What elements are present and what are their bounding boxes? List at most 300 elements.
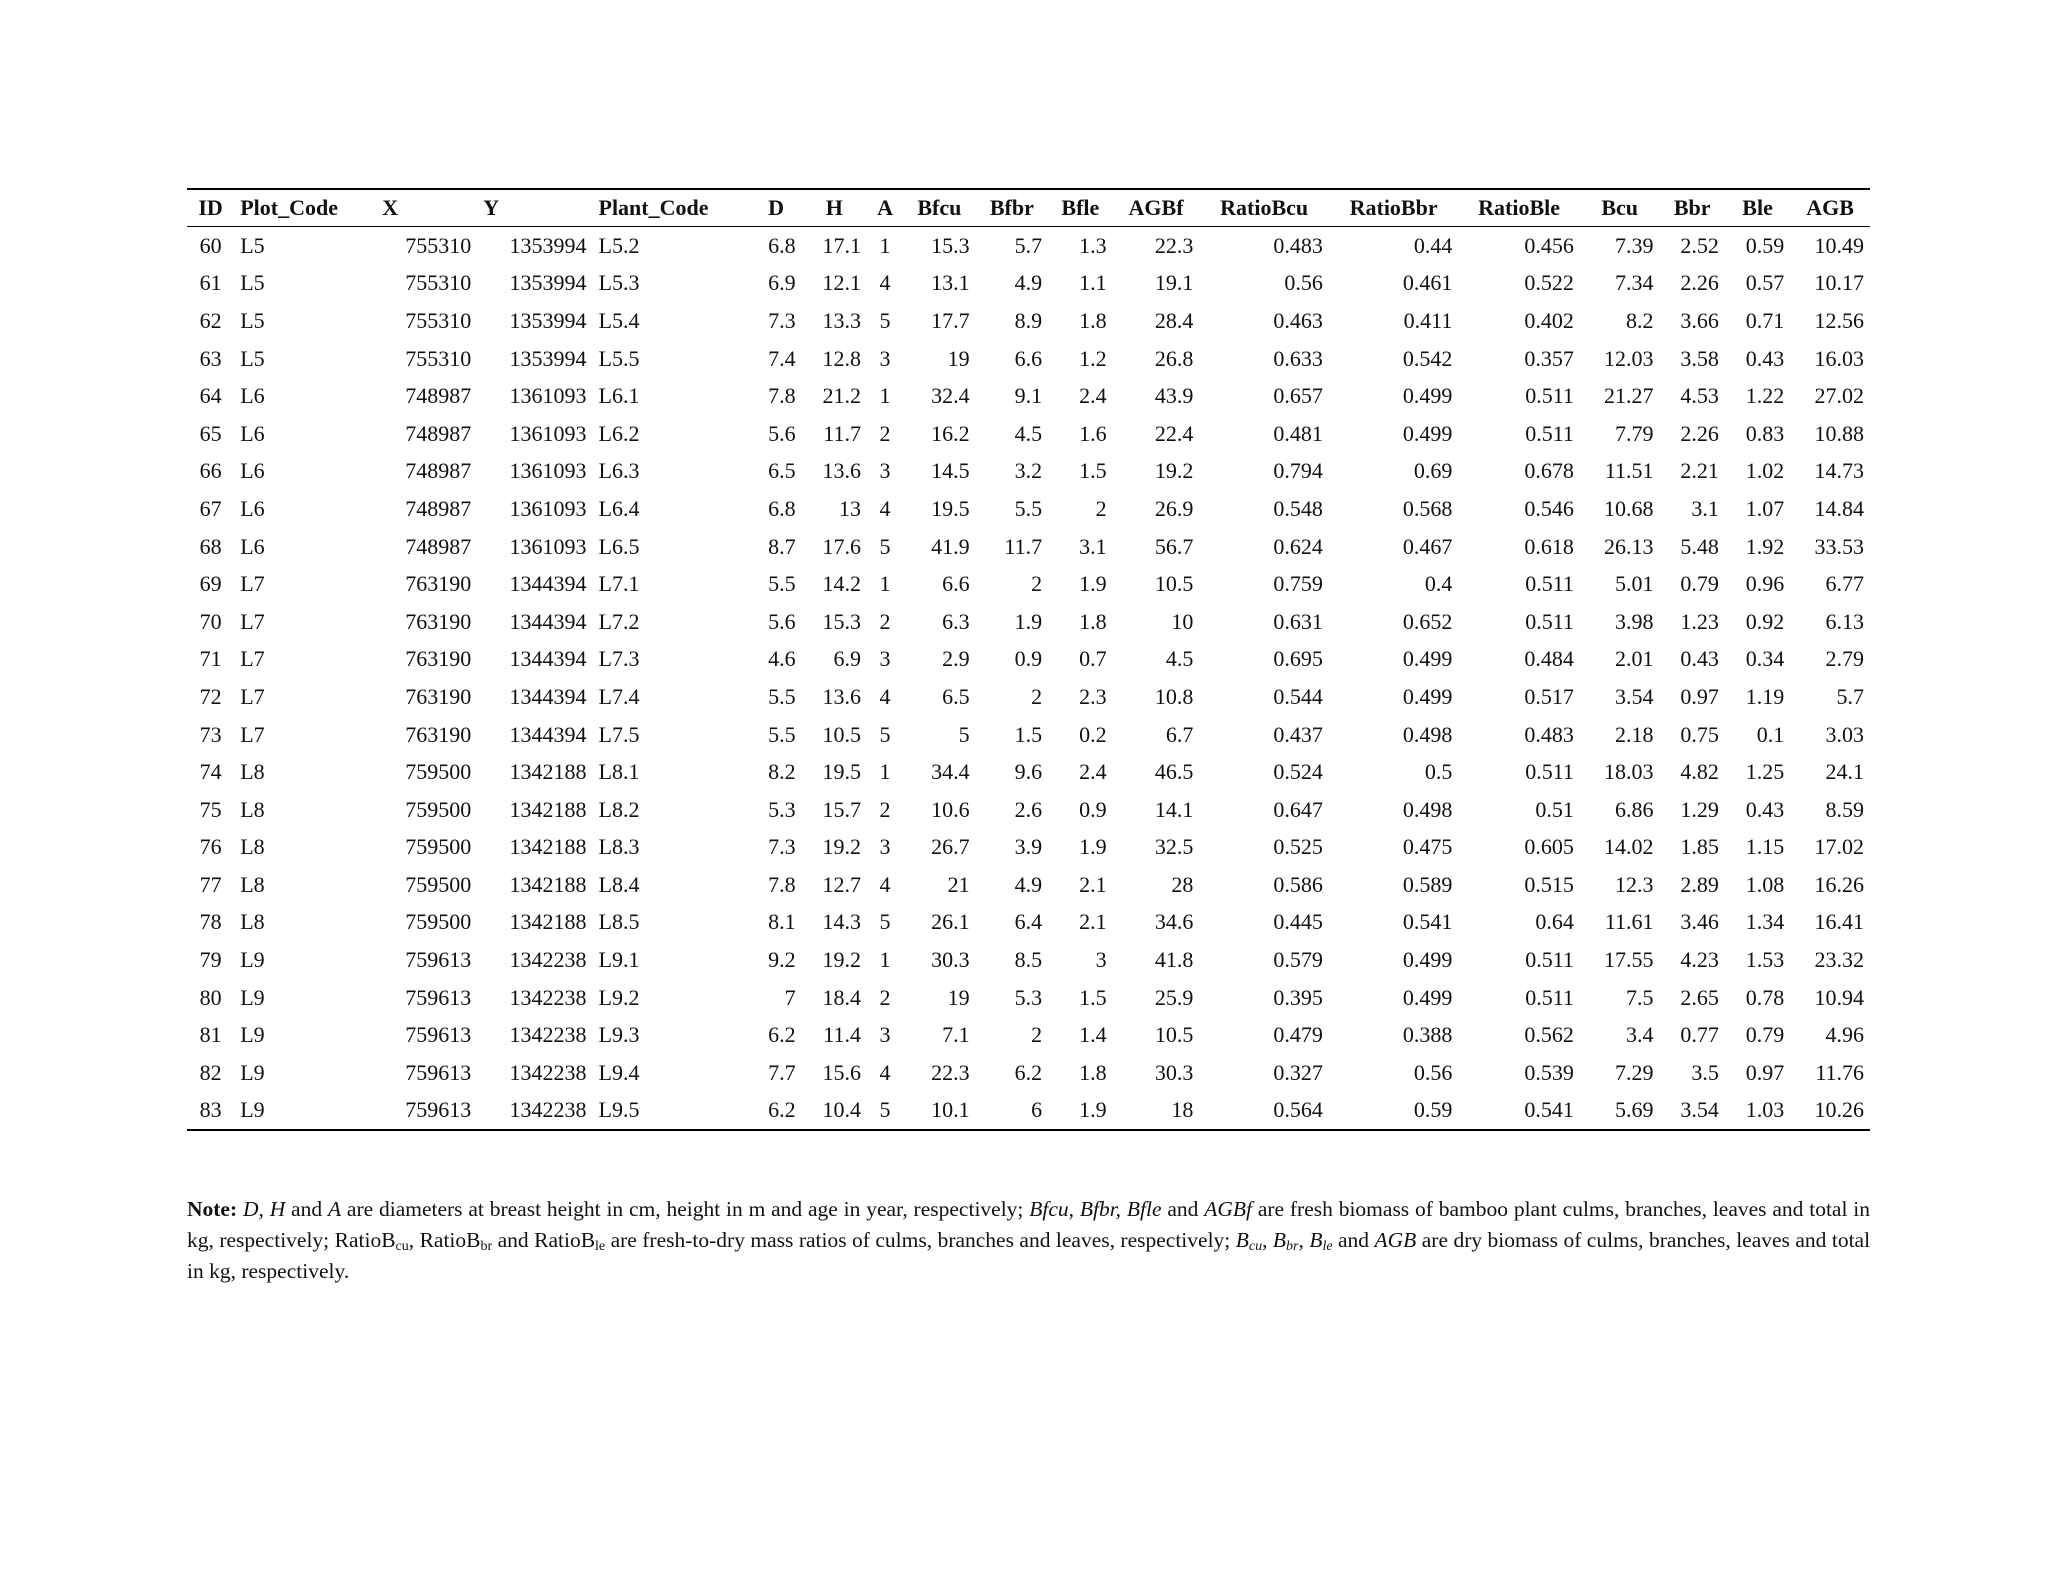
table-row — [187, 791, 1870, 829]
table-cell: 0.402 — [1524, 307, 1574, 333]
column-header: A — [877, 195, 893, 220]
column-header: Bcu — [1601, 195, 1639, 220]
table-cell: 4 — [879, 270, 891, 296]
table-cell: 5 — [958, 721, 970, 747]
table-cell: 2.21 — [1680, 458, 1719, 484]
note-var-b: B — [1309, 1227, 1323, 1252]
table-row — [187, 678, 1870, 716]
table-cell: 5.5 — [768, 571, 796, 597]
table-cell: 82 — [199, 1059, 222, 1085]
table-cell: 8.59 — [1825, 796, 1864, 822]
table-cell: 3.5 — [1691, 1059, 1719, 1085]
table-cell: 1.29 — [1680, 796, 1719, 822]
table-cell: 10.68 — [1604, 495, 1654, 521]
table-cell: 83 — [199, 1097, 222, 1123]
note-var-b: B — [1272, 1227, 1287, 1252]
table-cell: 0.75 — [1680, 721, 1719, 747]
table-cell: 10.26 — [1814, 1097, 1864, 1123]
table-cell: 759500 — [405, 834, 472, 860]
table-cell: 9.6 — [1014, 759, 1043, 785]
table-cell: 4.53 — [1680, 383, 1719, 409]
table-cell: 1.19 — [1745, 683, 1785, 709]
table-cell: L7 — [240, 571, 265, 597]
table-cell: 28.4 — [1154, 307, 1194, 333]
table-cell: 17.02 — [1814, 834, 1864, 860]
table-cell: 1.9 — [1079, 834, 1107, 860]
note-sub: br — [1286, 1238, 1299, 1254]
table-cell: 0.633 — [1273, 345, 1323, 371]
table-cell: 0.5 — [1424, 759, 1453, 785]
table-cell: L9.4 — [598, 1059, 640, 1085]
table-cell: 71 — [199, 646, 222, 672]
table-cell: 5.6 — [768, 420, 796, 446]
table-cell: 21 — [947, 871, 970, 897]
table-cell: 62 — [199, 307, 222, 333]
table-cell: 14.5 — [931, 458, 970, 484]
table-cell: 4 — [879, 683, 891, 709]
table-cell: L7.4 — [598, 683, 640, 709]
table-cell: 5 — [879, 909, 891, 935]
table-cell: 1361093 — [509, 383, 587, 409]
table-cell: 4.23 — [1680, 947, 1719, 973]
table-cell: L6 — [240, 420, 265, 446]
table-row — [187, 490, 1870, 528]
table-cell: 0.479 — [1273, 1022, 1323, 1048]
table-cell: 0.9 — [1014, 646, 1043, 672]
table-cell: 1 — [879, 571, 891, 597]
table-cell: 10.94 — [1814, 984, 1864, 1010]
table-row — [187, 227, 1870, 265]
table-cell: 0.1 — [1756, 721, 1785, 747]
table-cell: 1.9 — [1079, 571, 1107, 597]
table-cell: 65 — [199, 420, 222, 446]
table-cell: 0.511 — [1525, 420, 1574, 446]
table-cell: L6.3 — [598, 458, 640, 484]
table-note — [187, 1194, 1870, 1287]
table-cell: L9 — [240, 1022, 265, 1048]
note-ratio: RatioB — [534, 1227, 596, 1252]
table-cell: L7.5 — [598, 721, 640, 747]
table-cell: 3.03 — [1825, 721, 1864, 747]
table-cell: 0.484 — [1524, 646, 1574, 672]
table-cell: L8.4 — [598, 871, 640, 897]
table-cell: 0.71 — [1745, 307, 1785, 333]
column-header: D — [768, 195, 784, 220]
table-cell: 3.1 — [1691, 495, 1719, 521]
table-cell: 22.4 — [1154, 420, 1194, 446]
table-cell: 0.437 — [1273, 721, 1323, 747]
table-cell: 16.03 — [1814, 345, 1864, 371]
table-cell: 6 — [1031, 1097, 1043, 1123]
table-cell: 6.2 — [768, 1022, 796, 1048]
note-sub: le — [1322, 1238, 1333, 1254]
table-cell: 1344394 — [509, 571, 587, 597]
table-cell: L9 — [240, 947, 265, 973]
table-cell: L5.3 — [598, 270, 640, 296]
table-cell: 6.6 — [942, 571, 970, 597]
table-cell: 2 — [879, 608, 891, 634]
table-cell: 1353994 — [509, 270, 587, 296]
table-cell: 12.1 — [822, 270, 861, 296]
table-cell: L9.5 — [598, 1097, 640, 1123]
table-cell: 0.51 — [1535, 796, 1574, 822]
table-cell: 0.78 — [1745, 984, 1785, 1010]
table-cell: 2 — [1031, 683, 1043, 709]
table-cell: 7 — [784, 984, 796, 1010]
table-cell: 19 — [947, 984, 970, 1010]
table-cell: 1.15 — [1745, 834, 1785, 860]
table-cell: 1342188 — [509, 759, 587, 785]
table-cell: 3 — [1095, 947, 1107, 973]
table-cell: 5.3 — [1014, 984, 1043, 1010]
table-cell: 0.34 — [1745, 646, 1785, 672]
table-cell: 0.56 — [1413, 1059, 1453, 1085]
table-cell: 5.5 — [768, 683, 796, 709]
table-row — [187, 641, 1870, 679]
note-sub: br — [480, 1238, 493, 1254]
note-text: and — [492, 1227, 535, 1252]
table-cell: 5 — [879, 533, 891, 559]
note-var-agbf: AGBf — [1204, 1196, 1252, 1221]
table-row — [187, 377, 1870, 415]
column-header: AGB — [1806, 195, 1854, 220]
table-cell: 17.1 — [822, 232, 861, 258]
table-cell: 22.3 — [931, 1059, 970, 1085]
table-cell: L8.2 — [598, 796, 640, 822]
note-var-agb: AGB — [1374, 1227, 1417, 1252]
table-cell: 0.463 — [1273, 307, 1323, 333]
table-cell: 0.564 — [1273, 1097, 1323, 1123]
table-cell: 43.9 — [1154, 383, 1194, 409]
table-row — [187, 866, 1870, 904]
table-cell: 1.08 — [1745, 871, 1785, 897]
table-cell: 6.8 — [768, 495, 796, 521]
table-cell: 0.539 — [1524, 1059, 1574, 1085]
table-cell: 0.511 — [1525, 984, 1574, 1010]
table-cell: 1342188 — [509, 871, 587, 897]
column-header: RatioBcu — [1220, 195, 1309, 220]
table-cell: 0.44 — [1413, 232, 1453, 258]
table-cell: 0.511 — [1525, 608, 1574, 634]
table-cell: 25.9 — [1154, 984, 1194, 1010]
table-cell: 2 — [1031, 571, 1043, 597]
table-cell: 7.79 — [1615, 420, 1654, 446]
table-cell: L5.2 — [598, 232, 640, 258]
table-cell: 10.5 — [1154, 571, 1194, 597]
table-cell: 14.3 — [822, 909, 861, 935]
column-header: AGBf — [1128, 195, 1184, 220]
table-cell: 26.7 — [931, 834, 970, 860]
table-cell: L6.1 — [598, 383, 640, 409]
table-cell: 0.57 — [1745, 270, 1785, 296]
table-cell: 1353994 — [509, 345, 587, 371]
table-cell: L8 — [240, 871, 265, 897]
column-header: H — [825, 195, 843, 220]
table-cell: 17.55 — [1604, 947, 1654, 973]
table-cell: 759500 — [405, 909, 472, 935]
table-cell: 2.3 — [1079, 683, 1107, 709]
table-cell: 56.7 — [1154, 533, 1194, 559]
table-cell: 26.9 — [1154, 495, 1194, 521]
table-cell: 19 — [947, 345, 970, 371]
table-cell: 1.22 — [1745, 383, 1785, 409]
table-cell: 0.695 — [1273, 646, 1323, 672]
table-row — [187, 565, 1870, 603]
table-cell: 6.7 — [1165, 721, 1194, 747]
table-cell: 6.86 — [1615, 796, 1654, 822]
table-cell: 1.1 — [1079, 270, 1107, 296]
table-cell: L5 — [240, 307, 265, 333]
table-cell: 16.26 — [1814, 871, 1864, 897]
column-header: Bfcu — [917, 195, 962, 220]
table-cell: 0.327 — [1273, 1059, 1323, 1085]
table-cell: 755310 — [405, 270, 472, 296]
table-row — [187, 1016, 1870, 1054]
table-cell: 3.66 — [1680, 307, 1719, 333]
note-text: , — [408, 1227, 420, 1252]
table-cell: 1.92 — [1745, 533, 1785, 559]
table-cell: 10.5 — [1154, 1022, 1194, 1048]
table-cell: 0.499 — [1402, 383, 1453, 409]
table-cell: 1.5 — [1014, 721, 1043, 747]
table-cell: 759500 — [405, 796, 472, 822]
table-cell: 7.4 — [768, 345, 796, 371]
table-cell: 5.5 — [768, 721, 796, 747]
table-cell: 8.2 — [1626, 307, 1654, 333]
table-cell: 2 — [1031, 1022, 1043, 1048]
table-cell: L8.5 — [598, 909, 640, 935]
table-cell: 5.6 — [768, 608, 796, 634]
table-cell: 0.546 — [1524, 495, 1574, 521]
table-cell: 1.5 — [1079, 984, 1107, 1010]
table-cell: 1.34 — [1745, 909, 1785, 935]
table-cell: 1342238 — [509, 1022, 587, 1048]
table-cell: 5.7 — [1836, 683, 1864, 709]
table-cell: 2.65 — [1680, 984, 1719, 1010]
table-cell: 5 — [879, 307, 891, 333]
table-cell: 13.1 — [931, 270, 970, 296]
note-sub: le — [595, 1238, 606, 1254]
table-cell: 32.4 — [931, 383, 970, 409]
table-cell: 12.56 — [1814, 307, 1864, 333]
table-cell: 0.83 — [1745, 420, 1785, 446]
table-cell: 14.2 — [822, 571, 861, 597]
table-cell: 5.01 — [1615, 571, 1654, 597]
table-cell: 759613 — [405, 947, 472, 973]
table-cell: 0.9 — [1079, 796, 1107, 822]
note-ratio: RatioB — [334, 1227, 396, 1252]
table-cell: 0.678 — [1524, 458, 1574, 484]
table-cell: 7.3 — [768, 307, 796, 333]
table-cell: 0.624 — [1273, 533, 1323, 559]
table-cell: L5 — [240, 270, 265, 296]
table-cell: 0.456 — [1524, 232, 1574, 258]
table-cell: 26.8 — [1154, 345, 1194, 371]
table-cell: 10.5 — [822, 721, 861, 747]
note-text: are fresh biomass of bamboo plant culms, branches, leaves and total in kg, respectively; — [187, 1196, 1870, 1252]
table-cell: 67 — [199, 495, 222, 521]
table-cell: 0.92 — [1745, 608, 1785, 634]
column-header: Bbr — [1673, 195, 1711, 220]
column-header: RatioBle — [1478, 195, 1561, 220]
table-cell: 63 — [199, 345, 222, 371]
table-cell: 19.2 — [822, 834, 861, 860]
table-cell: L6 — [240, 458, 265, 484]
table-cell: L8.1 — [598, 759, 640, 785]
table-cell: 1.8 — [1079, 1059, 1107, 1085]
table-cell: 7.5 — [1626, 984, 1654, 1010]
table-header-row — [187, 189, 1870, 227]
note-ratio: RatioB — [419, 1227, 481, 1252]
table-cell: 1361093 — [509, 420, 587, 446]
table-cell: L7 — [240, 721, 265, 747]
note-var-dh: D, H — [242, 1196, 286, 1221]
table-row — [187, 904, 1870, 942]
table-cell: 748987 — [405, 383, 472, 409]
table-cell: 0.589 — [1402, 871, 1453, 897]
table-cell: 0.357 — [1524, 345, 1574, 371]
table-cell: 14.84 — [1814, 495, 1864, 521]
table-cell: 1.8 — [1079, 608, 1107, 634]
note-text: , — [1298, 1227, 1310, 1252]
table-cell: 2 — [879, 420, 891, 446]
table-cell: 19.2 — [1154, 458, 1194, 484]
table-cell: 1344394 — [509, 646, 587, 672]
table-row — [187, 340, 1870, 378]
table-cell: 763190 — [405, 608, 472, 634]
table-row — [187, 528, 1870, 566]
table-cell: 0.517 — [1524, 683, 1574, 709]
table-cell: 1342188 — [509, 834, 587, 860]
table-cell: 1.6 — [1079, 420, 1107, 446]
table-cell: 14.02 — [1604, 834, 1654, 860]
table-cell: L9.3 — [598, 1022, 640, 1048]
table-cell: 11.4 — [823, 1022, 861, 1048]
table-cell: 0.499 — [1402, 420, 1453, 446]
table-cell: 0.79 — [1680, 571, 1719, 597]
table-cell: 0.511 — [1525, 947, 1574, 973]
table-cell: 755310 — [405, 345, 472, 371]
table-cell: 3 — [879, 646, 891, 672]
table-cell: 7.39 — [1615, 232, 1654, 258]
table-cell: 18 — [1171, 1097, 1194, 1123]
table-cell: 1344394 — [509, 608, 587, 634]
table-cell: 759500 — [405, 759, 472, 785]
table-cell: 0.631 — [1273, 608, 1323, 634]
table-cell: 0.7 — [1079, 646, 1107, 672]
table-cell: 1.03 — [1745, 1097, 1785, 1123]
table-header — [187, 189, 1870, 227]
biomass-data-table — [187, 188, 1870, 1131]
table-cell: 9.1 — [1014, 383, 1043, 409]
table-cell: 13.6 — [822, 458, 861, 484]
table-cell: 1342238 — [509, 1059, 587, 1085]
table-cell: 6.6 — [1014, 345, 1043, 371]
table-cell: L6.2 — [598, 420, 640, 446]
note-text: and — [1332, 1227, 1375, 1252]
table-cell: 10.4 — [822, 1097, 861, 1123]
table-cell: L9 — [240, 984, 265, 1010]
note-text: , — [1262, 1227, 1273, 1252]
table-cell: 1342238 — [509, 984, 587, 1010]
table-cell: 7.1 — [942, 1022, 970, 1048]
table-cell: 0.542 — [1402, 345, 1453, 371]
table-cell: 12.8 — [822, 345, 861, 371]
table-cell: 1 — [879, 383, 891, 409]
table-cell: 1.02 — [1745, 458, 1785, 484]
table-cell: L8 — [240, 909, 265, 935]
table-cell: 2 — [879, 796, 891, 822]
table-cell: 73 — [199, 721, 222, 747]
table-cell: 80 — [199, 984, 222, 1010]
table-cell: 763190 — [405, 646, 472, 672]
table-cell: 61 — [199, 270, 222, 296]
table-cell: 28 — [1171, 871, 1194, 897]
note-var-b: B — [1235, 1227, 1249, 1252]
table-cell: 81 — [199, 1022, 222, 1048]
table-cell: 3.4 — [1626, 1022, 1654, 1048]
table-cell: 0.541 — [1402, 909, 1453, 935]
table-cell: L5.4 — [598, 307, 640, 333]
table-cell: 16.41 — [1814, 909, 1864, 935]
table-cell: 0.515 — [1524, 871, 1574, 897]
table-cell: 1344394 — [509, 683, 587, 709]
table-cell: 8.5 — [1014, 947, 1043, 973]
table-row — [187, 1054, 1870, 1092]
table-cell: L9.1 — [598, 947, 640, 973]
table-cell: 1342188 — [509, 909, 587, 935]
table-row — [187, 716, 1870, 754]
table-row — [187, 753, 1870, 791]
table-cell: 7.3 — [768, 834, 796, 860]
table-cell: 748987 — [405, 533, 472, 559]
table-cell: 46.5 — [1154, 759, 1194, 785]
table-cell: 755310 — [405, 307, 472, 333]
table-cell: 0.481 — [1273, 420, 1323, 446]
table-cell: L6.5 — [598, 533, 640, 559]
table-cell: 5.5 — [1014, 495, 1043, 521]
table-cell: 1.23 — [1680, 608, 1719, 634]
table-cell: 748987 — [405, 495, 472, 521]
table-cell: L9 — [240, 1059, 265, 1085]
table-cell: 27.02 — [1814, 383, 1864, 409]
table-cell: 0.56 — [1284, 270, 1323, 296]
table-cell: 0.511 — [1525, 571, 1574, 597]
table-cell: 0.64 — [1535, 909, 1574, 935]
table-row — [187, 265, 1870, 303]
table-cell: 0.579 — [1273, 947, 1323, 973]
table-cell: 1 — [879, 232, 891, 258]
table-cell: 0.395 — [1273, 984, 1323, 1010]
table-cell: 1353994 — [509, 232, 587, 258]
table-cell: 72 — [199, 683, 222, 709]
table-cell: 0.97 — [1745, 1059, 1785, 1085]
table-row — [187, 302, 1870, 340]
table-cell: L7.1 — [598, 571, 640, 597]
table-cell: 74 — [199, 759, 222, 785]
table-cell: 0.59 — [1745, 232, 1785, 258]
table-cell: 1344394 — [509, 721, 587, 747]
column-header: ID — [198, 195, 223, 220]
table-row — [187, 979, 1870, 1017]
table-cell: 2.1 — [1079, 871, 1107, 897]
table-row — [187, 603, 1870, 641]
table-cell: 0.586 — [1273, 871, 1323, 897]
table-cell: 5.48 — [1680, 533, 1719, 559]
table-cell: 2.26 — [1680, 420, 1719, 446]
table-cell: 4 — [879, 495, 891, 521]
table-cell: 7.29 — [1615, 1059, 1654, 1085]
